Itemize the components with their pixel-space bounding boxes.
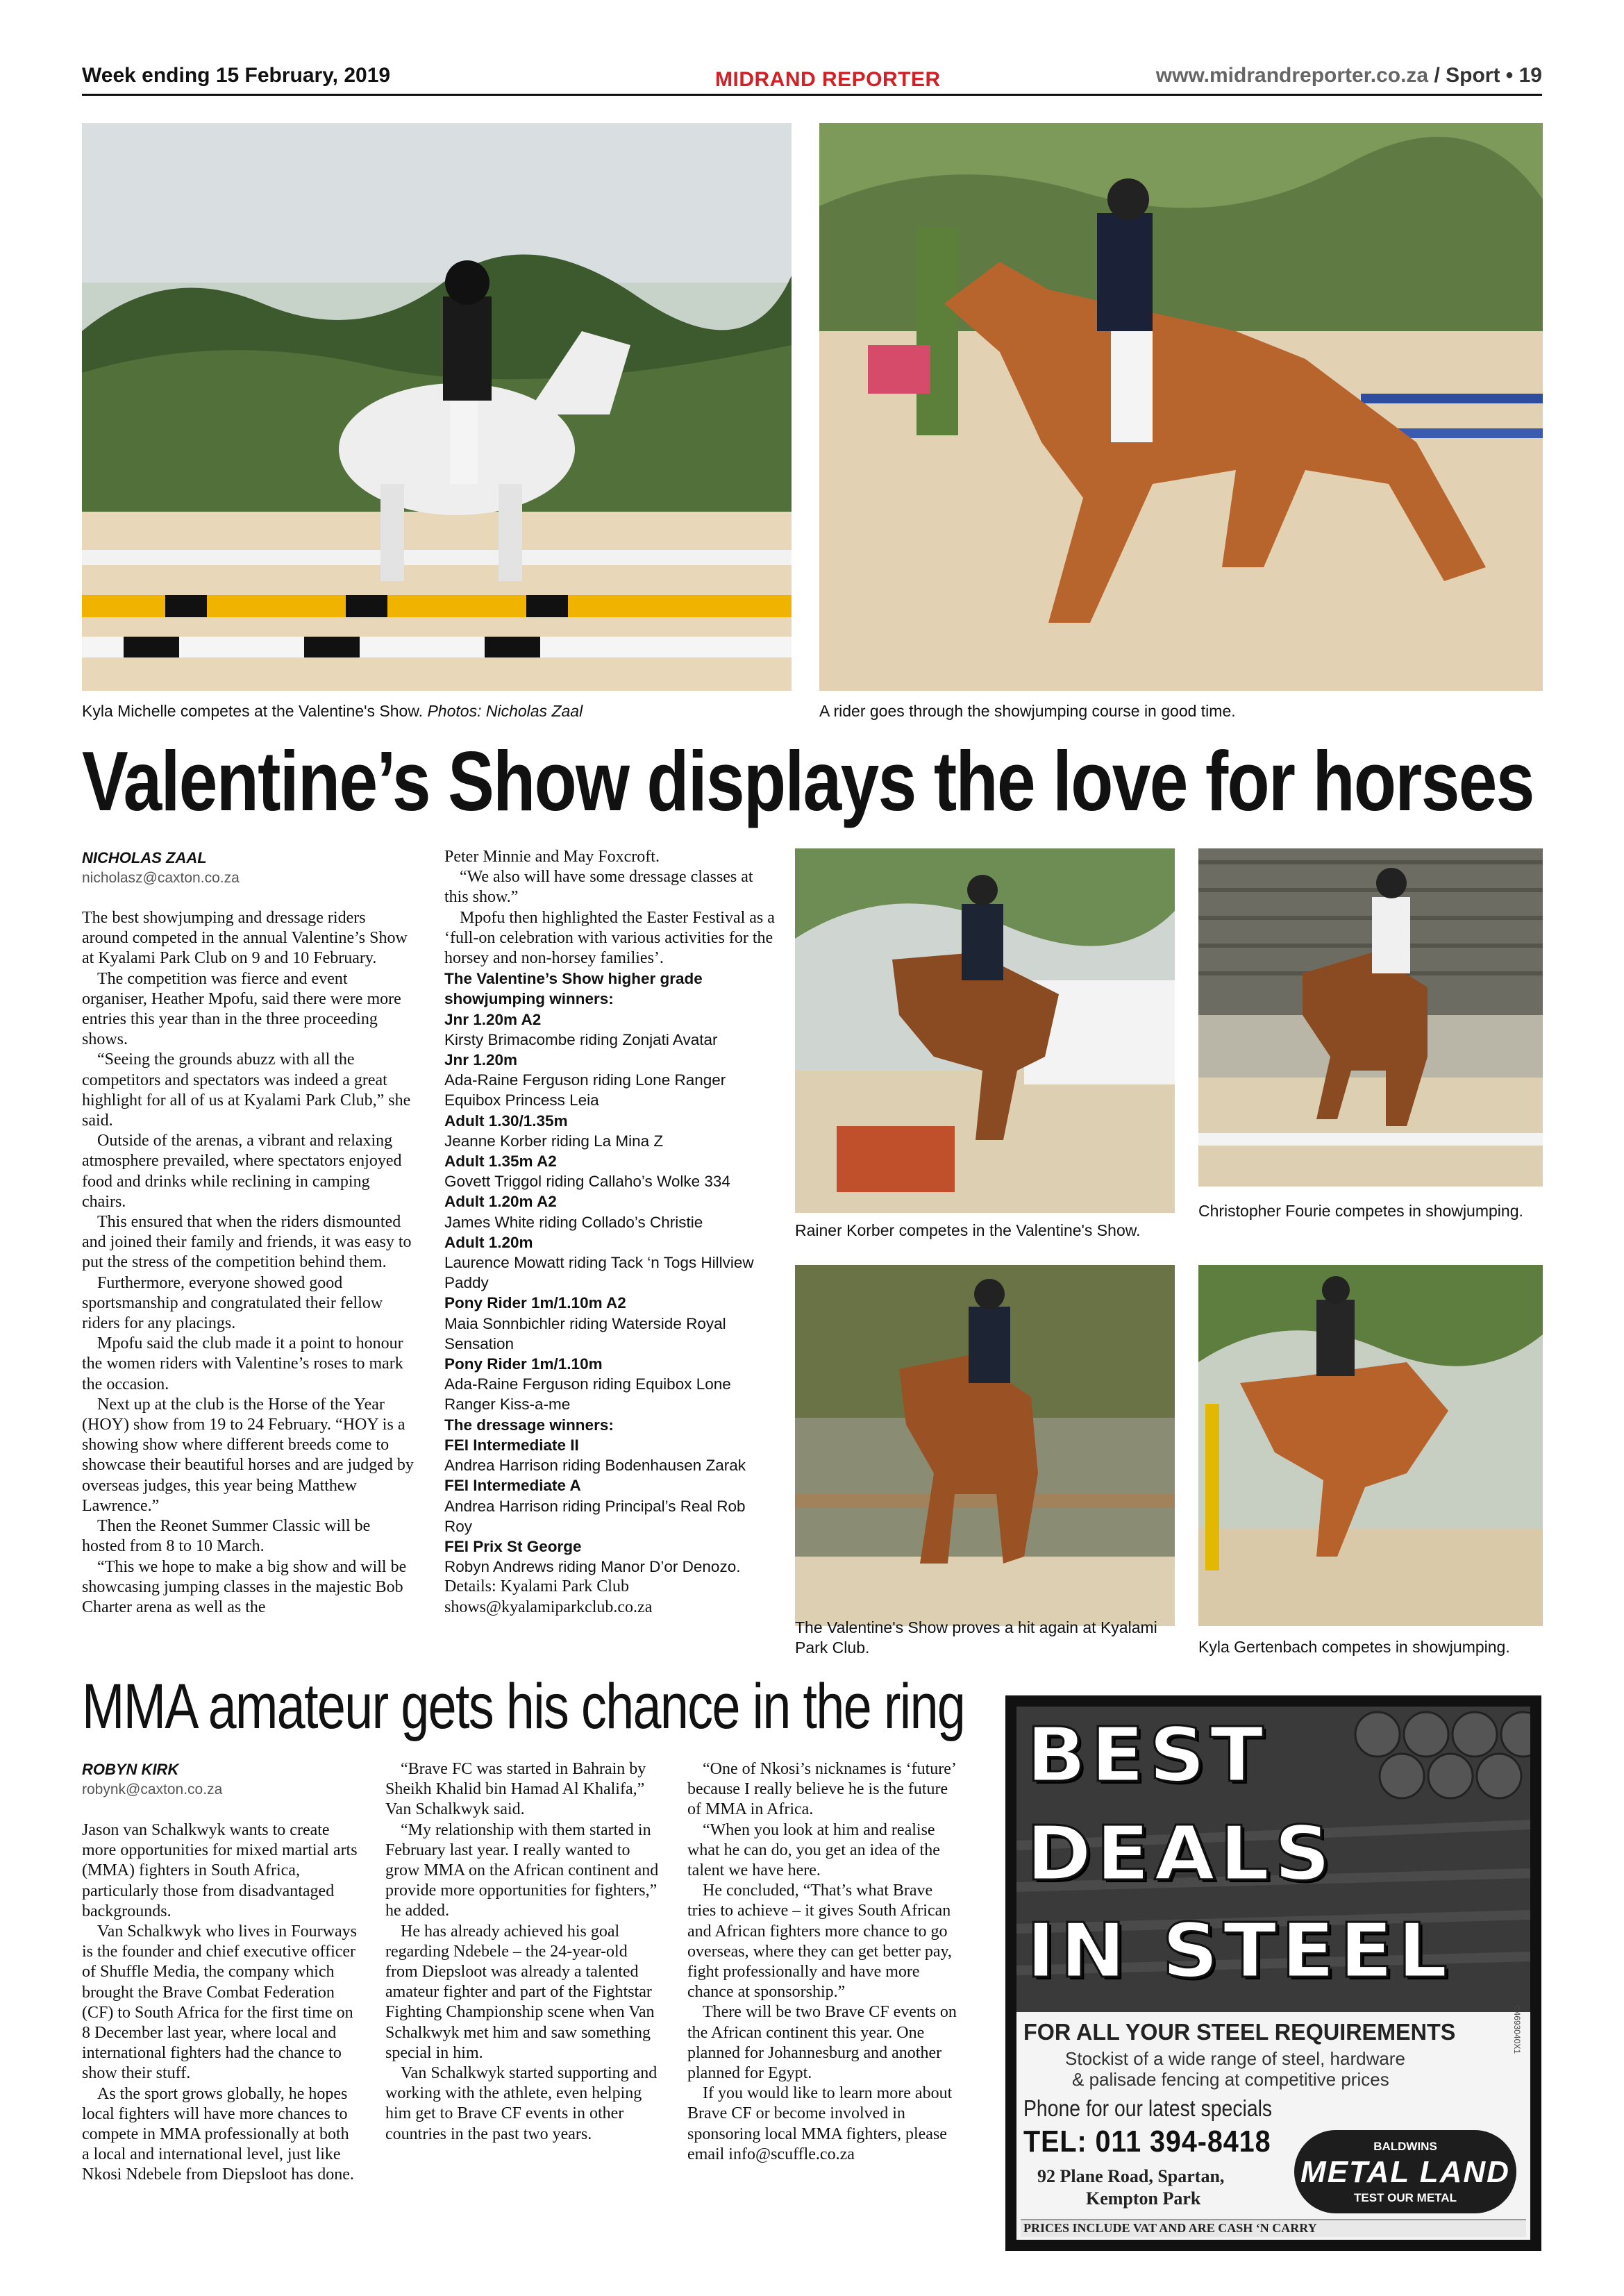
body-paragraph: Outside of the arenas, a vibrant and relaxing atmosphere prevailed, where spectators enjoyed food and drinks while reclining in camping chairs. xyxy=(82,1132,402,1211)
photo-kyla-gertenbach xyxy=(1198,1265,1543,1626)
body-paragraph: Van Schalkwyk started supporting and working with the athlete, even helping him get to Brave CF events in other countries in the past two years. xyxy=(385,2064,658,2143)
photo-valentines-show xyxy=(795,1265,1175,1626)
article1-column-2 xyxy=(444,847,776,1618)
ad-brand-small: BALDWINS xyxy=(1373,2140,1437,2153)
result-winner: Andrea Harrison riding Principal’s Real Rob Roy xyxy=(444,1497,746,1535)
page-folio xyxy=(1156,64,1542,87)
body-paragraph: Mpofu then highlighted the Easter Festival as a ‘full-on celebration with various activities for the horsey and non-horsey families’. xyxy=(444,908,775,968)
article-details: Details: Kyalami Park Club shows@kyalamiparkclub.co.za xyxy=(444,1577,653,1616)
body-paragraph: Jason van Schalkwyk wants to create more opportunities for mixed martial arts (MMA) fighters in South Africa, particularly those from disadvantaged backgrounds. xyxy=(82,1821,358,1920)
photo-kyla-michelle xyxy=(82,123,792,691)
headline-valentines-show: Valentine’s Show displays the love for horses xyxy=(82,734,1534,828)
ad-headline-in-steel: IN STEEL xyxy=(1026,1908,1453,1995)
body-paragraph: Then the Reonet Summer Classic will be hosted from 8 to 10 March. xyxy=(82,1517,371,1556)
result-category: Adult 1.20m A2 xyxy=(444,1193,557,1211)
body-paragraph: “Seeing the grounds abuzz with all the competitors and spectators was indeed a great highlight for all of us at Kyalami Park Club,” she said. xyxy=(82,1050,411,1130)
issue-date: Week ending 15 February, 2019 xyxy=(82,64,391,87)
article1-column-1 xyxy=(82,908,414,1618)
body-paragraph: “This we hope to make a big show and will be showcasing jumping classes in the majestic Bob Charter arena as well as the xyxy=(82,1557,407,1616)
body-paragraph: If you would like to learn more about Brave CF or become involved in sponsoring local MMA fighters, please email info@scuffle.co.za xyxy=(687,2084,953,2163)
header-rule xyxy=(82,94,1542,96)
photo-christopher-fourie xyxy=(1198,848,1543,1187)
body-paragraph: Mpofu said the club made it a point to honour the women riders with Valentine’s roses to mark the occasion. xyxy=(82,1334,403,1393)
result-category: FEI Prix St George xyxy=(444,1537,582,1555)
body-paragraph: He concluded, “That’s what Brave tries to achieve – it gives South African and African fighters more chance to go overseas, where they can get better pay, fight professionally and have more chance at sponsorship.” xyxy=(687,1882,952,2002)
byline-email-2[interactable]: robynk@caxton.co.za xyxy=(82,1782,223,1798)
section-page: / Sport • 19 xyxy=(1434,64,1542,87)
body-paragraph: Furthermore, everyone showed good sportsmanship and congratulated their fellow riders for any placings. xyxy=(82,1273,383,1333)
body-paragraph: This ensured that when the riders dismounted and joined their family and friends, it was easy to put the stress of the competition behind them. xyxy=(82,1213,412,1272)
result-winner: Jeanne Korber riding La Mina Z xyxy=(444,1132,664,1150)
body-paragraph: As the sport grows globally, he hopes local fighters will have more chances to compete in MMA professionally at both a local and international level, just like Nkosi Ndebele from Diepsloot has done. xyxy=(82,2084,354,2184)
result-winner: Laurence Mowatt riding Tack ‘n Togs Hillview Paddy xyxy=(444,1254,754,1292)
caption-mid-2: Christopher Fourie competes in showjumping. xyxy=(1198,1202,1523,1220)
body-paragraph: He has already achieved his goal regarding Ndebele – the 24-year-old from Diepsloot was already a talented amateur fighter and part of the Fightstar Fighting Championship scene when Van Schalkwyk met him and saw something special in him. xyxy=(385,1922,655,2062)
ad-phone-prompt: Phone for our latest specials xyxy=(1023,2095,1273,2121)
article2-column-3 xyxy=(687,1759,965,2165)
result-category: Jnr 1.20m A2 xyxy=(444,1010,542,1028)
ad-footer-bar xyxy=(1021,2219,1526,2237)
result-category: FEI Intermediate II xyxy=(444,1436,579,1454)
article2-column-2 xyxy=(385,1759,663,2145)
body-paragraph: Peter Minnie and May Foxcroft. xyxy=(444,848,660,866)
result-category: Pony Rider 1m/1.10m xyxy=(444,1355,603,1373)
ad-code: C4693040X1 xyxy=(1512,2004,1522,2054)
article2-column-1 xyxy=(82,1820,360,2186)
result-winner: Andrea Harrison riding Bodenhausen Zarak xyxy=(444,1457,746,1475)
byline-nicholas-zaal: NICHOLAS ZAAL xyxy=(82,849,207,866)
advertisement-metal-land[interactable] xyxy=(1005,1695,1541,2251)
ad-subline-2: & palisade fencing at competitive prices xyxy=(1072,2069,1389,2090)
headline-mma: MMA amateur gets his chance in the ring xyxy=(82,1671,965,1742)
caption-mid-1: Rainer Korber competes in the Valentine's Show. xyxy=(795,1221,1141,1239)
result-winner: Ada-Raine Ferguson riding Equibox Lone Ranger Kiss-a-me xyxy=(444,1375,731,1414)
result-category: Adult 1.35m A2 xyxy=(444,1153,557,1171)
result-category: The Valentine’s Show higher grade showjumping winners: xyxy=(444,970,703,1008)
body-paragraph: There will be two Brave CF events on the African continent this year. One planned for Johannesburg and another planned for Egypt. xyxy=(687,2003,957,2083)
body-paragraph: Van Schalkwyk who lives in Fourways is the founder and chief executive officer of Shuffle Media, the company which brought the Brave Combat Federation (CF) to South Africa for the first time on 8 December last year, where local and international fighters had the chance to show their stuff. xyxy=(82,1922,357,2083)
ad-address-2: Kempton Park xyxy=(1086,2188,1201,2209)
masthead: MIDRAND REPORTER xyxy=(715,68,941,91)
byline-robyn-kirk: ROBYN KIRK xyxy=(82,1761,179,1778)
byline-email[interactable]: nicholasz@caxton.co.za xyxy=(82,870,240,886)
result-winner: James White riding Collado’s Christie xyxy=(444,1213,703,1231)
body-paragraph: The competition was fierce and event organiser, Heather Mpofu, said there were more entries this year than in the three proceeding shows. xyxy=(82,969,401,1049)
ad-address-1: 92 Plane Road, Spartan, xyxy=(1037,2166,1225,2186)
result-category: The dressage winners: xyxy=(444,1416,614,1434)
ad-panel xyxy=(1016,1707,1530,2240)
body-paragraph: “Brave FC was started in Bahrain by Sheikh Khalid bin Hamad Al Khalifa,” Van Schalkwyk said. xyxy=(385,1760,646,1819)
result-winner: Govett Triggol riding Callaho’s Wolke 334 xyxy=(444,1173,730,1191)
result-category: Adult 1.20m xyxy=(444,1233,533,1251)
result-winner: Maia Sonnbichler riding Waterside Royal Sensation xyxy=(444,1314,726,1352)
result-winner: Robyn Andrews riding Manor D’or Denozo. xyxy=(444,1558,741,1576)
result-category: FEI Intermediate A xyxy=(444,1477,581,1495)
result-category: Pony Rider 1m/1.10m A2 xyxy=(444,1294,626,1312)
ad-subline-1: Stockist of a wide range of steel, hardware xyxy=(1065,2048,1405,2069)
result-winner: Kirsty Brimacombe riding Zonjati Avatar xyxy=(444,1030,718,1048)
photo-rainer-korber xyxy=(795,848,1175,1213)
caption-mid-3: The Valentine's Show proves a hit again at Kyalami Park Club. xyxy=(795,1618,1157,1657)
ad-footer-text: PRICES INCLUDE VAT AND ARE CASH ‘N CARRY xyxy=(1023,2221,1317,2235)
body-paragraph: “My relationship with them started in February last year. I really wanted to grow MMA on the African continent and provide more opportunities for fighters,” he added. xyxy=(385,1820,659,1920)
result-category: Jnr 1.20m xyxy=(444,1051,518,1069)
caption-mid-4: Kyla Gertenbach competes in showjumping. xyxy=(1198,1638,1510,1656)
ad-brand-tagline: TEST OUR METAL xyxy=(1354,2191,1457,2204)
body-paragraph: “One of Nkosi’s nicknames is ‘future’ because I really believe he is the future of MMA in Africa. xyxy=(687,1760,956,1819)
photo-credit: Photos: Nicholas Zaal xyxy=(427,702,583,720)
body-paragraph: “When you look at him and realise what he can do, you get an idea of the talent we have here. xyxy=(687,1820,940,1880)
ad-headline-best: BEST xyxy=(1026,1712,1269,1799)
photo-rider-course xyxy=(819,123,1543,691)
site-url[interactable]: www.midrandreporter.co.za xyxy=(1155,64,1429,87)
body-paragraph: The best showjumping and dressage riders around competed in the annual Valentine’s Show at Kyalami Park Club on 9 and 10 February. xyxy=(82,909,408,968)
result-winner: Ada-Raine Ferguson riding Lone Ranger Equibox Princess Leia xyxy=(444,1071,726,1109)
body-paragraph: Next up at the club is the Horse of the Year (HOY) show from 19 to 24 February. “HOY is a showing show where different breeds come to showcase their beautiful horses and are judged by overseas judges, this year being Matthew Lawrence.” xyxy=(82,1395,414,1515)
caption-top-left: Kyla Michelle competes at the Valentine's Show. Photos: Nicholas Zaal xyxy=(82,702,583,720)
caption-top-right: A rider goes through the showjumping course in good time. xyxy=(819,702,1236,720)
body-paragraph: “We also will have some dressage classes at this show.” xyxy=(444,868,753,907)
ad-brand-logo xyxy=(1294,2130,1516,2213)
ad-info-panel xyxy=(1016,2004,1530,2240)
result-category: Adult 1.30/1.35m xyxy=(444,1112,568,1130)
ad-brand-name: METAL LAND xyxy=(1300,2155,1510,2189)
ad-telephone[interactable]: TEL: 011 394-8418 xyxy=(1023,2125,1271,2159)
ad-headline-deals: DEALS xyxy=(1026,1811,1335,1897)
ad-tagline: FOR ALL YOUR STEEL REQUIREMENTS xyxy=(1023,2019,1456,2045)
